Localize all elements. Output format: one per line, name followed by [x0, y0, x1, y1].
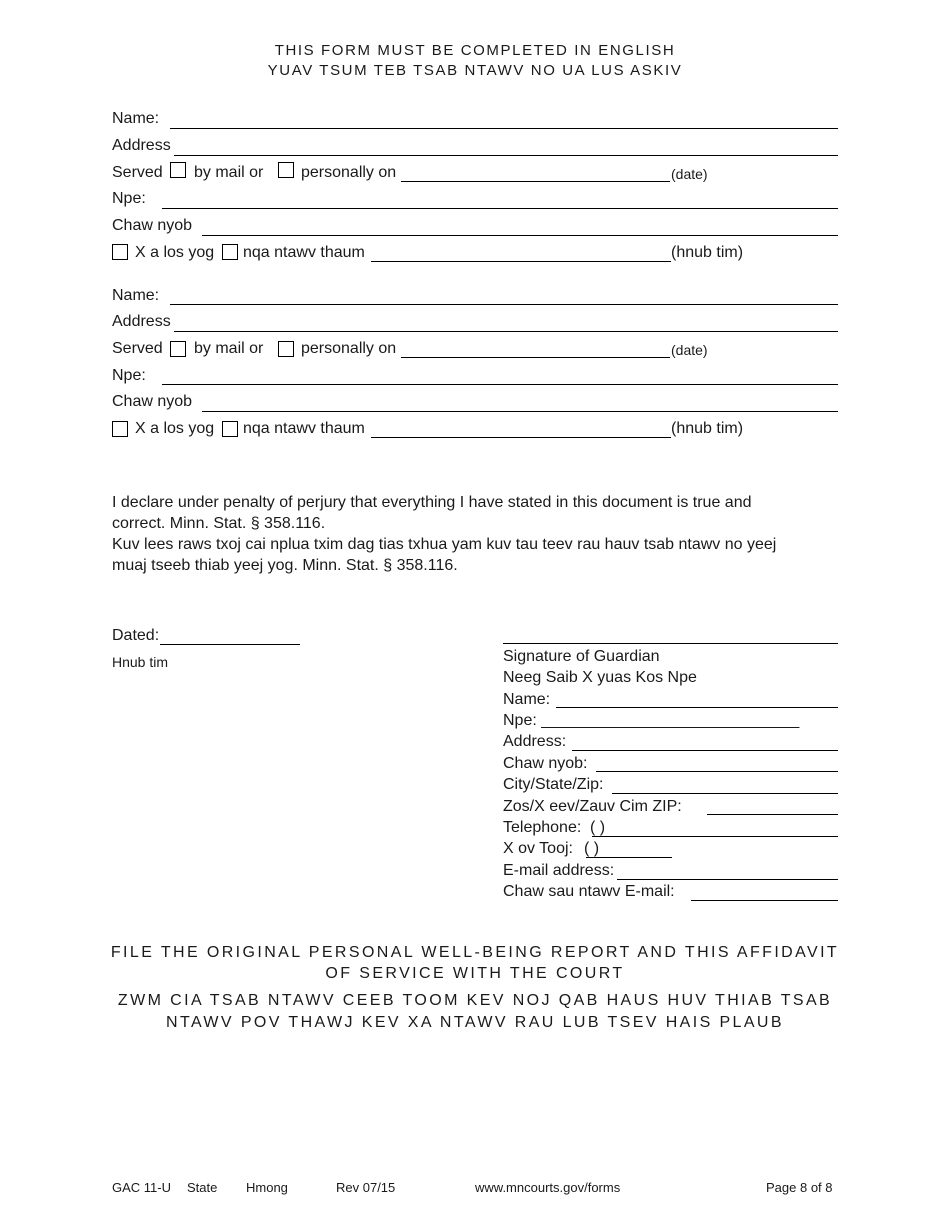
guardian-email-hmong-label: Chaw sau ntawv E-mail: — [503, 883, 675, 900]
hnub-tim-note: (hnub tim) — [671, 420, 744, 437]
personally-checkbox[interactable] — [278, 162, 294, 178]
file-notice-english-2: OF SERVICE WITH THE COURT — [325, 965, 625, 982]
declaration-hmong-line-1: Kuv lees raws txoj cai nplua txim dag tias txhua yam kuv tau teev rau hauv tsab ntawv no yeej — [112, 536, 777, 553]
address-field[interactable] — [174, 331, 838, 332]
guardian-telephone-label: Telephone: — [503, 819, 582, 836]
guardian-city-label: City/State/Zip: — [503, 776, 604, 793]
declaration-english-line-1: I declare under penalty of perjury that everything I have stated in this document is true and — [112, 494, 752, 511]
footer-language: Hmong — [246, 1180, 288, 1195]
signature-title: Signature of Guardian — [503, 648, 660, 665]
footer-form-id: GAC 11-U — [112, 1180, 171, 1195]
nqa-label: nqa ntawv thaum — [243, 420, 365, 437]
personally-label: personally on — [301, 164, 397, 181]
guardian-email-field[interactable] — [617, 879, 838, 880]
by-mail-label: by mail or — [194, 340, 264, 357]
guardian-zos-label: Zos/X eev/Zauv Cim ZIP: — [503, 798, 682, 815]
address-label: Address — [112, 137, 171, 154]
chaw-nyob-field[interactable] — [202, 411, 838, 412]
guardian-email-label: E-mail address: — [503, 862, 615, 879]
date-note: (date) — [671, 342, 708, 358]
file-notice-hmong-1: ZWM CIA TSAB NTAWV CEEB TOOM KEV NOJ QAB HAUS HUV THIAB TSAB — [117, 992, 833, 1009]
guardian-email-hmong-field[interactable] — [691, 900, 838, 901]
guardian-name-label: Name: — [503, 691, 551, 708]
guardian-city-field[interactable] — [612, 793, 838, 794]
personally-label: personally on — [301, 340, 397, 357]
by-mail-checkbox[interactable] — [170, 162, 186, 178]
chaw-nyob-label: Chaw nyob — [112, 393, 193, 410]
form-language-notice: THIS FORM MUST BE COMPLETED IN ENGLISH — [274, 42, 676, 59]
declaration-english-line-2: correct. Minn. Stat. § 358.116. — [112, 515, 326, 532]
guardian-chaw-nyob-field[interactable] — [596, 771, 838, 772]
address-label: Address — [112, 313, 171, 330]
guardian-address-label: Address: — [503, 733, 567, 750]
file-notice-hmong-2: NTAWV POV THAWJ KEV XA NTAWV RAU LUB TSEV HAIS PLAUB — [166, 1014, 784, 1031]
npe-label: Npe: — [112, 367, 146, 384]
chaw-nyob-field[interactable] — [202, 235, 838, 236]
personally-checkbox[interactable] — [278, 341, 294, 357]
name-label: Name: — [112, 110, 160, 127]
xa-los-yog-checkbox[interactable] — [112, 421, 128, 437]
guardian-chaw-nyob-label: Chaw nyob: — [503, 755, 588, 772]
dated-label: Dated: — [112, 627, 160, 644]
signature-line[interactable] — [503, 643, 838, 644]
nqa-checkbox[interactable] — [222, 244, 238, 260]
footer-page-number: Page 8 of 8 — [766, 1180, 833, 1195]
guardian-xov-tooj-label: X ov Tooj: — [503, 840, 573, 857]
nqa-label: nqa ntawv thaum — [243, 244, 365, 261]
guardian-telephone-field[interactable] — [592, 836, 838, 837]
guardian-xov-tooj-field[interactable] — [586, 857, 672, 858]
xa-los-yog-label: X a los yog — [135, 244, 215, 261]
name-field[interactable] — [170, 304, 838, 305]
guardian-address-field[interactable] — [572, 750, 838, 751]
dated-field[interactable] — [160, 644, 300, 645]
guardian-telephone-area-code: ( ) — [590, 819, 606, 836]
served-label: Served — [112, 164, 163, 181]
address-field[interactable] — [174, 155, 838, 156]
xa-los-yog-checkbox[interactable] — [112, 244, 128, 260]
guardian-zos-field[interactable] — [707, 814, 838, 815]
name-field[interactable] — [170, 128, 838, 129]
guardian-xov-tooj-area-code: ( ) — [584, 840, 600, 857]
name-label: Name: — [112, 287, 160, 304]
form-language-notice-hmong: YUAV TSUM TEB TSAB NTAWV NO UA LUS ASKIV — [267, 62, 683, 79]
guardian-name-field[interactable] — [556, 707, 838, 708]
served-date-field[interactable] — [401, 357, 670, 358]
date-note: (date) — [671, 166, 708, 182]
hnub-tim-field[interactable] — [371, 437, 671, 438]
footer-state: State — [187, 1180, 218, 1195]
nqa-checkbox[interactable] — [222, 421, 238, 437]
npe-field[interactable] — [162, 208, 838, 209]
npe-field[interactable] — [162, 384, 838, 385]
declaration-english — [112, 492, 852, 576]
footer-url[interactable]: www.mncourts.gov/forms — [475, 1180, 621, 1195]
npe-label: Npe: — [112, 190, 146, 207]
hnub-tim-note: (hnub tim) — [671, 244, 744, 261]
by-mail-label: by mail or — [194, 164, 264, 181]
served-date-field[interactable] — [401, 181, 670, 182]
dated-hmong-label: Hnub tim — [112, 654, 169, 670]
footer-revision: Rev 07/15 — [336, 1180, 396, 1195]
signature-title-hmong: Neeg Saib X yuas Kos Npe — [503, 669, 697, 686]
chaw-nyob-label: Chaw nyob — [112, 217, 193, 234]
by-mail-checkbox[interactable] — [170, 341, 186, 357]
file-notice-english-1: FILE THE ORIGINAL PERSONAL WELL-BEING REPORT AND THIS AFFIDAVIT — [110, 944, 840, 961]
declaration-hmong-line-2: muaj tseeb thiab yeej yog. Minn. Stat. § 358.116. — [112, 557, 458, 574]
guardian-npe-label[interactable]: Npe: _____________________________ — [503, 712, 800, 729]
xa-los-yog-label: X a los yog — [135, 420, 215, 437]
served-label: Served — [112, 340, 163, 357]
hnub-tim-field[interactable] — [371, 261, 671, 262]
